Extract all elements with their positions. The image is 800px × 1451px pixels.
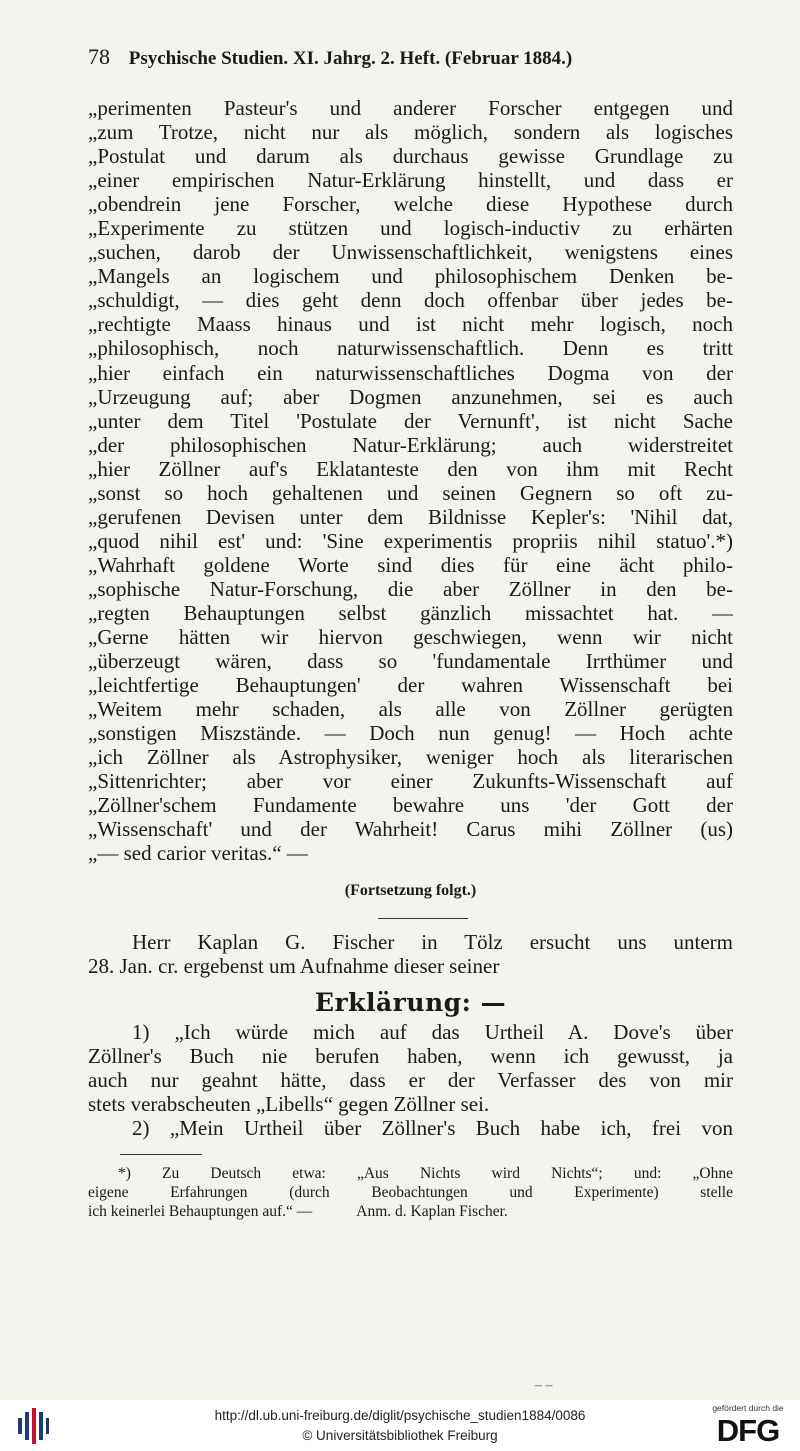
text-line: „Experimente zu stützen und logisch-inductiv zu erhärten [88,216,733,241]
section-heading: Erklärung: — [314,988,507,1017]
declaration-paragraph [88,1020,733,1140]
text-line: „sonstigen Miszstände. — Doch nun genug! — Hoch achte [88,721,733,746]
text-line: „— sed carior veritas.“ — [88,841,308,866]
text-line: 1) „Ich würde mich auf das Urtheil A. Dove's über [132,1020,733,1044]
text-line: „sonst so hoch gehaltenen und seinen Gegnern so oft zu- [88,480,733,505]
intro-paragraph [88,930,733,978]
text-line: „sophische Natur-Forschung, die aber Zöllner in den be- [88,576,733,601]
text-line: „Zöllner'schem Fundamente bewahre uns 'der Gott der [88,793,733,818]
text-line: „Wissenschaft' und der Wahrheit! Carus mihi Zöllner (us) [88,817,733,842]
text-line: „Urzeugung auf; aber Dogmen anzunehmen, sei es auch [88,384,733,409]
text-line: „perimenten Pasteur's und anderer Forscher entgegen und [88,96,733,120]
text-line: „Mangels an logischem und philosophischem Denken be- [88,264,733,289]
text-line: „ich Zöllner als Astrophysiker, weniger hoch als literarischen [88,745,733,770]
running-title: Psychische Studien. XI. Jahrg. 2. Heft. (Februar 1884.) [128,48,573,69]
text-line: Herr Kaplan G. Fischer in Tölz ersucht uns unterm [132,930,733,954]
text-line: „quod nihil est' und: 'Sine experimentis propriis nihil statuo'.*) [88,528,733,553]
text-line: „leichtfertige Behauptungen' der wahren Wissenschaft bei [88,673,733,698]
text-line: „der philosophischen Natur-Erklärung; auch widerstreitet [88,432,733,457]
text-line: „Sittenrichter; aber vor einer Zukunfts-Wissenschaft auf [88,769,733,794]
section-divider [378,918,468,919]
text-line: „einer empirischen Natur-Erklärung hinstellt, und dass er [88,168,733,193]
footnote-divider [120,1154,202,1155]
text-line: „Postulat und darum als durchaus gewisse Grundlage zu [88,144,733,169]
running-header [88,44,733,70]
dfg-tagline: gefördert durch die [712,1403,784,1413]
text-line: „regten Behauptungen selbst gänzlich missachtet hat. — [88,600,733,625]
text-line: stets verabscheuten „Libells“ gegen Zöllner sei. [88,1092,490,1117]
page-number: 78 [88,44,110,69]
text-line: „unter dem Titel 'Postulate der Vernunft', ist nicht Sache [88,408,733,433]
continuation-note: (Fortsetzung folgt.) [344,882,477,899]
text-line: „zum Trotze, nicht nur als möglich, sondern als logisches [88,120,733,145]
footnote [88,1164,733,1221]
text-line: „obendrein jene Forscher, welche diese Hypothese durch [88,192,733,217]
text-line: „suchen, darob der Unwissenschaftlichkeit, wenigstens eines [88,240,733,265]
text-line: Zöllner's Buch nie berufen haben, wenn ich gewusst, ja [88,1044,733,1069]
copyright-notice: © Universitätsbibliothek Freiburg [302,1428,498,1443]
text-line: 2) „Mein Urtheil über Zöllner's Buch habe ich, frei von [132,1116,733,1141]
footnote-line: eigene Erfahrungen (durch Beobachtungen und Experimente) stelle [88,1184,733,1201]
text-line: „Wahrhaft goldene Worte sind dies für eine ächt philo- [88,552,733,577]
text-line: „hier Zöllner auf's Eklatanteste den von ihm mit Recht [88,456,733,481]
text-line: „philosophisch, noch naturwissenschaftlich. Denn es tritt [88,336,733,361]
text-line: „überzeugt wären, dass so 'fundamentale Irrthümer und [88,649,733,674]
footnote-line-text: ich keinerlei Behauptungen auf.“ — [88,1203,313,1220]
dfg-logo-icon [706,1403,790,1447]
source-url-link[interactable]: http://dl.ub.uni-freiburg.de/diglit/psychische_studien1884/0086 [214,1408,586,1423]
dfg-logo-text: DFG [716,1413,780,1448]
text-line: „Weitem mehr schaden, als alle von Zöllner gerügten [88,697,733,722]
body-text [88,96,733,866]
text-line: „Gerne hätten wir hiervon geschwiegen, wenn wir nicht [88,625,733,650]
text-line: auch nur geahnt hätte, dass er der Verfasser des von mir [88,1068,733,1093]
footnote-line: *) Zu Deutsch etwa: „Aus Nichts wird Nichts“; und: „Ohne [118,1165,733,1182]
footnote-signature: Anm. d. Kaplan Fischer. [356,1203,508,1220]
text-line: „gerufenen Devisen unter dem Bildnisse Kepler's: 'Nihil dat, [88,504,733,529]
viewer-footer [0,1400,800,1451]
text-line: „hier einfach ein naturwissenschaftliches Dogma von der [88,360,733,385]
footnote-line [88,1202,733,1221]
text-line: 28. Jan. cr. ergebenst um Aufnahme dieser seiner [88,954,500,979]
text-line: „schuldigt, — dies geht denn doch offenbar über jedes be- [88,288,733,313]
text-line: „rechtigte Maass hinaus und ist nicht mehr logisch, noch [88,312,733,337]
page-marker: – – [535,1378,553,1393]
